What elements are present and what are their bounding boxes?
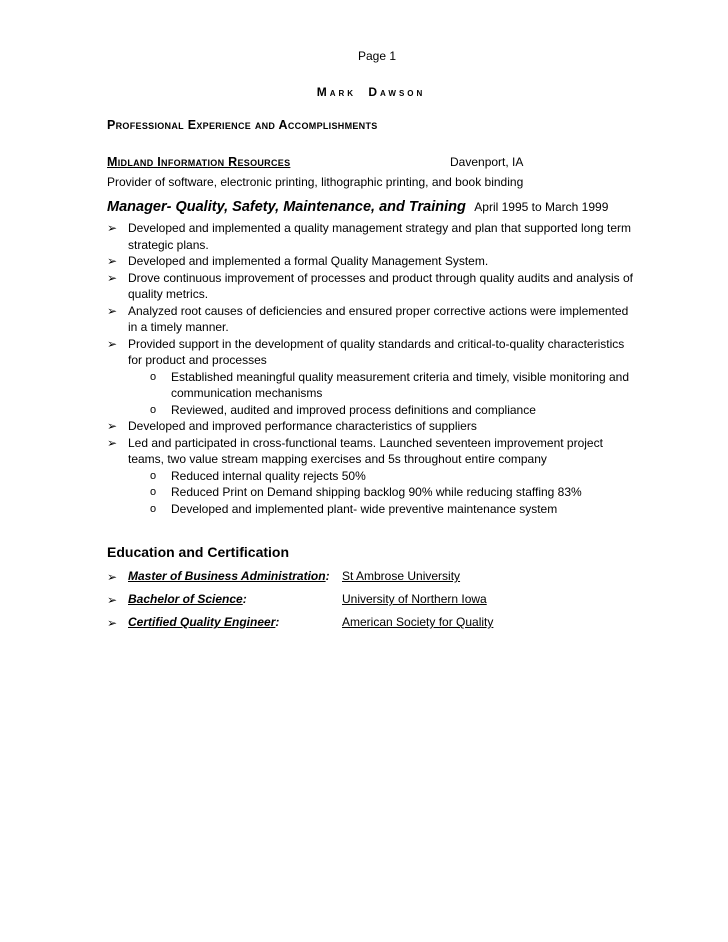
role-dates: April 1995 to March 1999 (474, 200, 609, 214)
role-line (107, 198, 608, 216)
circle-bullet-icon: o (150, 486, 157, 498)
degree-text: Bachelor of Science (128, 592, 243, 606)
education-item (107, 615, 607, 638)
sub-accomplishment-item (128, 484, 637, 501)
circle-bullet-icon: o (150, 469, 157, 482)
sub-accomplishment-list (128, 369, 637, 419)
accomplishment-text: Provided support in the development of quality standards and critical-to-quality characteristics for product and processes (128, 336, 625, 367)
accomplishment-text: Analyzed root causes of deficiencies and ensured proper corrective actions were implemented in a timely manner. (128, 303, 629, 334)
experience-section-title: Professional Experience and Accomplishments (107, 118, 378, 132)
sub-accomplishment-text: Reduced internal quality rejects 50% (171, 468, 366, 483)
degree-text: Certified Quality Engineer (128, 615, 276, 629)
degree-name: Bachelor of Science: (128, 592, 247, 606)
accomplishment-item (107, 336, 637, 419)
employer-location: Davenport, IA (450, 155, 524, 169)
school-name: St Ambrose University (342, 569, 461, 583)
sub-accomplishment-item (128, 501, 637, 518)
accomplishment-text: Developed and improved performance characteristics of suppliers (128, 419, 477, 433)
circle-bullet-icon: o (150, 370, 157, 383)
circle-bullet-icon: o (150, 403, 157, 416)
arrow-bullet-icon: ➢ (107, 593, 118, 607)
accomplishment-item (107, 303, 637, 336)
education-section-title: Education and Certification (107, 544, 290, 560)
page-number (0, 49, 728, 63)
arrow-bullet-icon: ➢ (107, 336, 118, 351)
arrow-bullet-icon: ➢ (107, 254, 118, 268)
circle-bullet-icon: o (150, 502, 157, 515)
sub-accomplishment-text: Established meaningful quality measurement criteria and timely, visible monitoring and communication mechanisms (171, 369, 630, 400)
arrow-bullet-icon: ➢ (107, 616, 118, 630)
education-list (107, 569, 607, 638)
accomplishment-item (107, 220, 637, 253)
accomplishment-text: Led and participated in cross-functional teams. Launched seventeen improvement project teams, two value stream mapping exercises and 5s throughout entire company (128, 435, 603, 466)
arrow-bullet-icon: ➢ (107, 570, 118, 584)
degree-text: Master of Business Administration (128, 569, 326, 583)
sub-accomplishment-text: Reduced Print on Demand shipping backlog 90% while reducing staffing 83% (171, 485, 582, 499)
candidate-name (0, 85, 728, 99)
accomplishment-item (107, 435, 637, 518)
sub-accomplishment-item (128, 369, 637, 402)
page-number-label: Page 1 (357, 49, 397, 63)
accomplishments-list (107, 220, 637, 517)
arrow-bullet-icon: ➢ (107, 270, 118, 285)
arrow-bullet-icon: ➢ (107, 221, 118, 235)
degree-name: Certified Quality Engineer: (128, 615, 280, 629)
sub-accomplishment-item (128, 468, 637, 485)
accomplishment-item (107, 418, 637, 435)
role-title: Manager- Quality, Safety, Maintenance, and Training (107, 199, 466, 215)
employer-row (107, 155, 627, 173)
accomplishment-item (107, 270, 637, 303)
school-name: University of Northern Iowa (342, 592, 487, 606)
arrow-bullet-icon: ➢ (107, 303, 118, 318)
accomplishment-item (107, 253, 637, 270)
candidate-last-name: Dawson (368, 85, 426, 99)
arrow-bullet-icon: ➢ (107, 419, 118, 433)
school-name: American Society for Quality (342, 615, 494, 629)
accomplishment-text: Developed and implemented a formal Quality Management System. (128, 254, 489, 268)
accomplishment-text: Drove continuous improvement of processes and product through quality audits and analysis of quality metrics. (128, 270, 633, 301)
candidate-first-name: Mark (316, 85, 357, 99)
education-item (107, 592, 607, 615)
employer-name: Midland Information Resources (107, 155, 291, 169)
sub-accomplishment-text: Developed and implemented plant- wide preventive maintenance system (171, 501, 558, 516)
sub-accomplishment-list (128, 468, 637, 518)
employer-description: Provider of software, electronic printing, lithographic printing, and book binding (107, 175, 524, 189)
degree-name: Master of Business Administration: (128, 569, 330, 583)
sub-accomplishment-text: Reviewed, audited and improved process definitions and compliance (171, 402, 536, 417)
accomplishment-text: Developed and implemented a quality management strategy and plan that supported long term strategic plans. (128, 221, 631, 252)
arrow-bullet-icon: ➢ (107, 435, 118, 450)
education-item (107, 569, 607, 592)
sub-accomplishment-item (128, 402, 637, 419)
